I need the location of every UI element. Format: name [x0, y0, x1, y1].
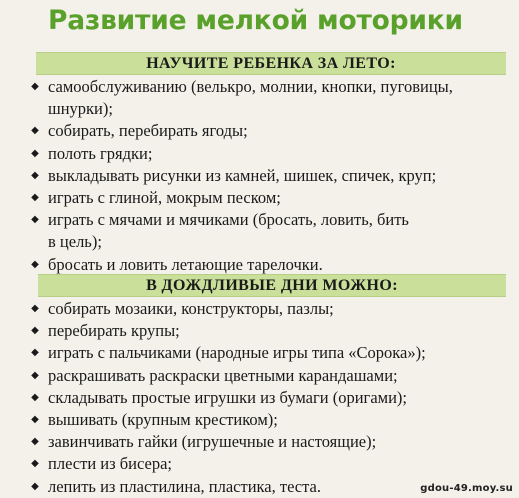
- diamond-bullet-icon: ◆: [31, 147, 39, 159]
- summer-activity-list: [28, 76, 508, 276]
- diamond-bullet-icon: ◆: [31, 458, 39, 470]
- diamond-bullet-icon: ◆: [31, 192, 39, 204]
- diamond-bullet-icon: ◆: [31, 347, 39, 359]
- diamond-bullet-icon: ◆: [31, 214, 39, 226]
- summer-list-item: [28, 120, 508, 142]
- diamond-bullet-icon: ◆: [31, 369, 39, 381]
- rainy-days-list-item: [28, 365, 508, 387]
- rainy-days-list-item: [28, 409, 508, 431]
- diamond-bullet-icon: ◆: [31, 391, 39, 403]
- list-item-text: выкладывать рисунки из камней, шишек, спичек, круп;: [48, 165, 437, 185]
- list-item-text: играть с пальчиками (народные игры типа «Сорока»);: [48, 343, 426, 363]
- diamond-bullet-icon: ◆: [31, 303, 39, 314]
- summer-section-header: НАУЧИТЕ РЕБЕНКА ЗА ЛЕТО:: [36, 52, 506, 75]
- summer-list-item: [28, 143, 508, 165]
- page-title: Развитие мелкой моторики: [48, 5, 463, 36]
- list-item-text: вышивать (крупным крестиком);: [48, 410, 278, 430]
- summer-list-item: [28, 76, 508, 120]
- rainy-days-list-item: [28, 453, 508, 475]
- diamond-bullet-icon: ◆: [31, 436, 39, 448]
- rainy-days-activity-list: [28, 298, 508, 498]
- summer-list-item: [28, 209, 508, 253]
- summer-list-item: [28, 165, 508, 187]
- summer-list-item: [28, 254, 508, 276]
- diamond-bullet-icon: ◆: [31, 325, 39, 337]
- list-item-text: раскрашивать раскраски цветными карандашами;: [48, 365, 398, 385]
- rainy-days-list-item: [28, 387, 508, 409]
- list-item-text-continuation: в цель);: [48, 232, 102, 252]
- list-item-text: собирать мозаики, конструкторы, пазлы;: [48, 299, 334, 318]
- diamond-bullet-icon: ◆: [31, 258, 39, 270]
- list-item-text-continuation: шнурки);: [48, 99, 113, 119]
- rainy-days-list-item: [28, 431, 508, 453]
- summer-list-item: [28, 187, 508, 209]
- list-item-text: складывать простые игрушки из бумаги (оригами);: [48, 387, 407, 407]
- diamond-bullet-icon: ◆: [31, 414, 39, 426]
- list-item-text: играть с мячами и мячиками (бросать, ловить, бить: [48, 210, 409, 230]
- list-item-text: завинчивать гайки (игрушечные и настоящие);: [48, 432, 377, 452]
- list-item-text: перебирать крупы;: [48, 321, 180, 341]
- list-item-text: лепить из пластилина, пластика, теста.: [48, 476, 321, 496]
- list-item-text: собирать, перебирать ягоды;: [48, 121, 248, 141]
- rainy-days-list-item: [28, 342, 508, 364]
- diamond-bullet-icon: ◆: [31, 480, 39, 492]
- diamond-bullet-icon: ◆: [31, 169, 39, 181]
- list-item-text: полоть грядки;: [48, 143, 153, 163]
- rainy-days-list-item: [28, 298, 508, 320]
- list-item-text: бросать и ловить летающие тарелочки.: [48, 254, 323, 274]
- rainy-days-list-item: [28, 320, 508, 342]
- diamond-bullet-icon: ◆: [31, 125, 39, 137]
- site-watermark: gdou-49.moy.su: [420, 483, 513, 494]
- diamond-bullet-icon: ◆: [31, 81, 39, 92]
- list-item-text: плести из бисера;: [48, 454, 172, 474]
- list-item-text: играть с глиной, мокрым песком;: [48, 188, 281, 208]
- list-item-text: самообслуживанию (велькро, молнии, кнопки, пуговицы,: [48, 77, 453, 96]
- rainy-days-section-header: В ДОЖДЛИВЫЕ ДНИ МОЖНО:: [38, 274, 506, 297]
